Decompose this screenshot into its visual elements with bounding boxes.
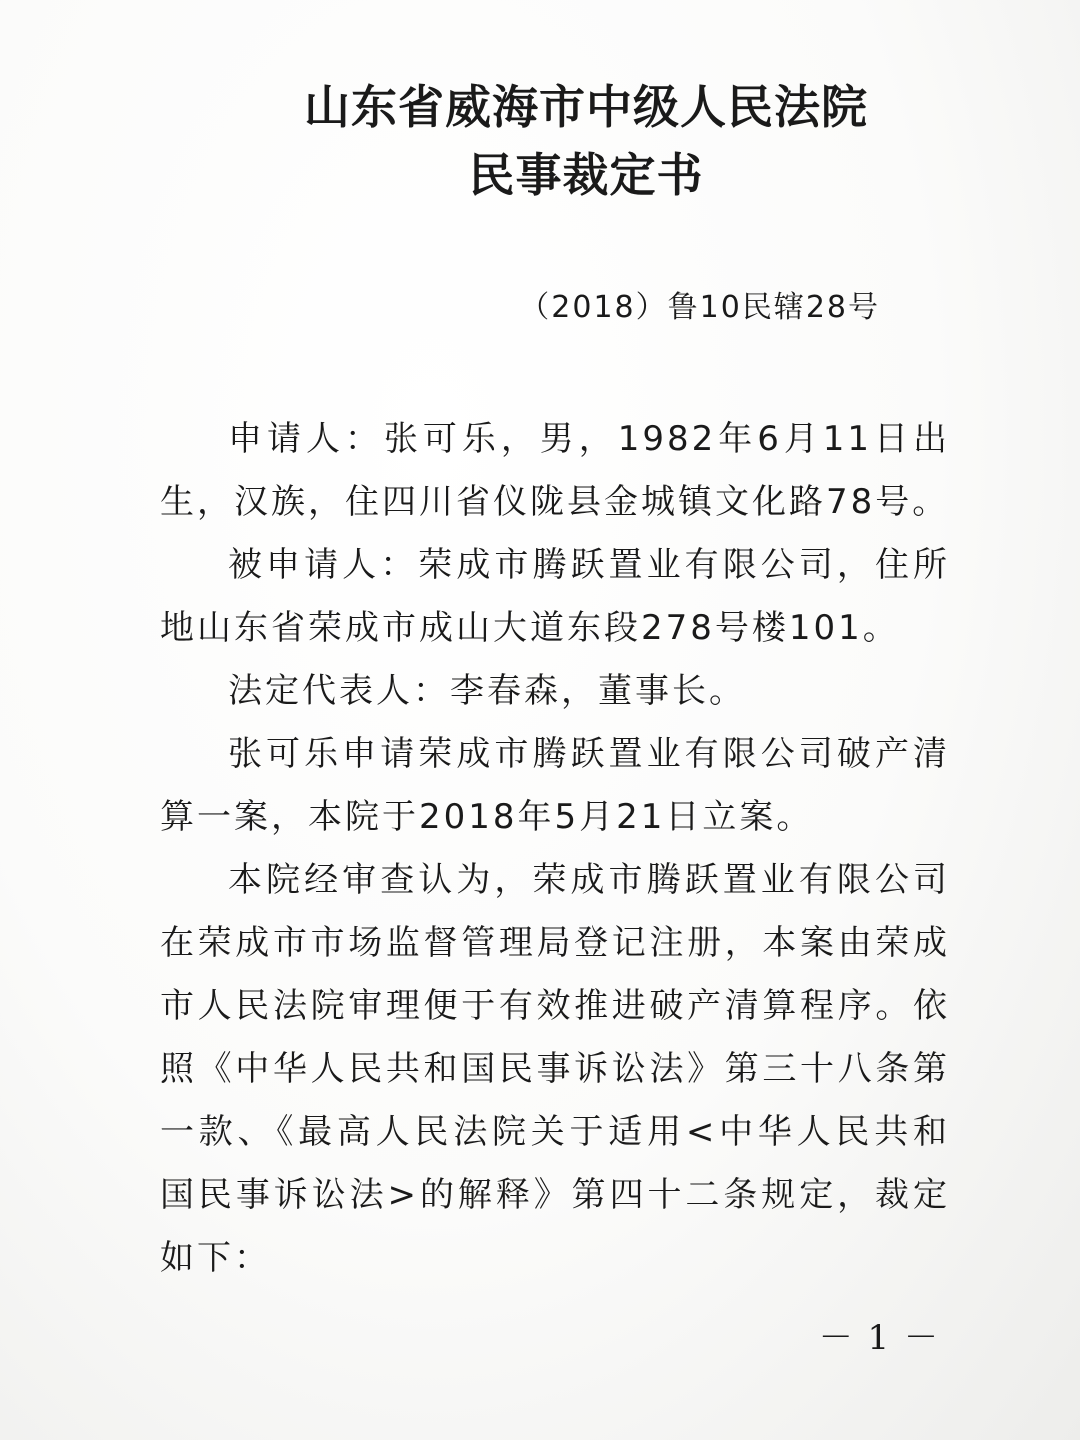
case-number: （2018）鲁10民辖28号 — [519, 290, 880, 325]
applicant-paragraph: 申请人：张可乐，男，1982年6月11日出生，汉族，住四川省仪陇县金城镇文化路78号。 — [160, 419, 950, 522]
court-name: 山东省威海市中级人民法院 — [304, 80, 868, 134]
document-body — [160, 408, 950, 1290]
respondent-paragraph: 被申请人：荣成市腾跃置业有限公司，住所地山东省荣成市成山大道东段278号楼101。 — [160, 545, 950, 648]
legal-representative-paragraph: 法定代表人：李春森，董事长。 — [228, 671, 746, 711]
document-type-title: 民事裁定书 — [468, 148, 704, 202]
page-number: － 1 － — [818, 1318, 940, 1358]
court-reasoning-paragraph: 本院经审查认为，荣成市腾跃置业有限公司在荣成市市场监督管理局登记注册，本案由荣成市人民法院审理便于有效推进破产清算程序。依照《中华人民共和国民事诉讼法》第三十八条第一款、《最高人民法院关于适用<中华人民共和国民事诉讼法>的解释》第四十二条规定，裁定如下： — [160, 860, 950, 1278]
case-filing-paragraph: 张可乐申请荣成市腾跃置业有限公司破产清算一案，本院于2018年5月21日立案。 — [160, 734, 950, 837]
